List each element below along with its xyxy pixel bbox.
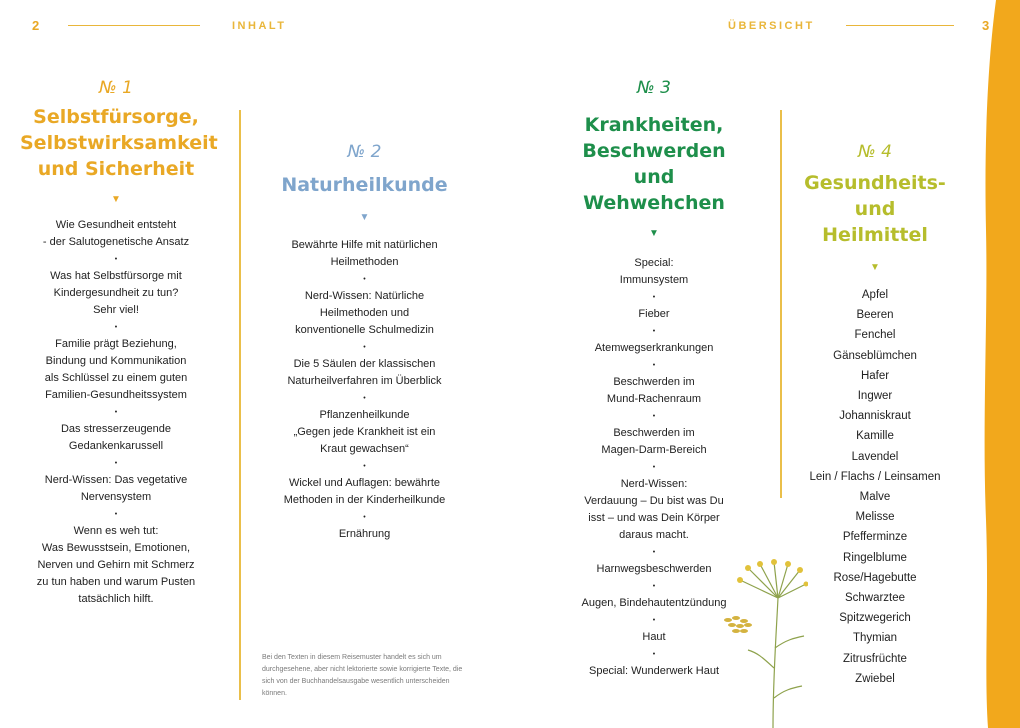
bullet-separator-icon: • (652, 617, 656, 624)
list-item: Haut (642, 631, 666, 643)
list-item: Pfefferminze (842, 531, 908, 544)
list-item: Special: Immunsystem (619, 257, 689, 286)
section-4 (800, 142, 950, 689)
list-item: Wickel und Auflagen: bewährte Methoden in der Kinderheilkunde (283, 477, 446, 506)
list-item: Das stresserzeugende Gedankenkarussell (60, 423, 172, 452)
list-item: Bewährte Hilfe mit natürlichen Heilmethoden (291, 239, 438, 268)
bullet-separator-icon: • (114, 460, 118, 467)
section-2 (262, 142, 467, 543)
list-item: Familie prägt Beziehung, Bindung und Kommunikation als Schlüssel zu einem guten Familien-Gesundheitssystem (44, 338, 188, 401)
list-item: Ernährung (338, 528, 391, 540)
list-item: Fenchel (854, 329, 896, 342)
bullet-separator-icon: • (652, 549, 656, 556)
list-item: Nerd-Wissen: Natürliche Heilmethoden und konventionelle Schulmedizin (295, 290, 434, 336)
list-item: Hafer (860, 369, 890, 382)
list-item: Zitrusfrüchte (843, 652, 907, 665)
bullet-separator-icon: • (114, 409, 118, 416)
down-arrow-icon: ▼ (649, 228, 659, 239)
fennel-illustration-icon (718, 558, 808, 728)
list-item: Wenn es weh tut: Was Bewusstsein, Emotionen, Nerven und Gehirn mit Schmerz zu tun haben und warum Pusten tatsächlich hilft. (36, 525, 196, 605)
bullet-separator-icon: • (652, 464, 656, 471)
bullet-separator-icon: • (363, 276, 366, 283)
list-item: Apfel (861, 289, 889, 301)
list-item: Was hat Selbstfürsorge mit Kindergesundheit zu tun? Sehr viel! (50, 270, 182, 316)
section-1 (20, 78, 218, 608)
section-number: № 3 (637, 78, 671, 98)
column-divider-right (780, 110, 782, 498)
list-item: Rose/Hagebutte (833, 571, 917, 584)
list-item: Lein / Flachs / Leinsamen (809, 470, 941, 483)
list-item: Special: Wunderwerk Haut (588, 665, 720, 677)
list-item: Thymian (852, 632, 898, 645)
bullet-separator-icon: • (652, 362, 656, 369)
down-arrow-icon: ▼ (359, 212, 370, 223)
list-item: Johanniskraut (839, 410, 911, 423)
section-number: № 2 (347, 142, 382, 162)
bullet-separator-icon: • (652, 294, 656, 301)
section-title: Gesundheits- und Heilmittel (804, 172, 946, 246)
bullet-separator-icon: • (363, 395, 366, 402)
list-item: Ringelblume (843, 551, 907, 564)
bullet-separator-icon: • (363, 514, 366, 521)
section-title: Krankheiten, Beschwerden und Wehwehchen (582, 114, 726, 214)
list-item: Beschwerden im Mund-Rachenraum (606, 376, 702, 405)
section-title: Naturheilkunde (281, 174, 448, 196)
section-number: № 4 (858, 142, 892, 162)
section-number: № 1 (99, 78, 133, 98)
right-page-number: 3 (982, 18, 990, 33)
down-arrow-icon: ▼ (111, 194, 121, 205)
list-item: Lavendel (851, 450, 899, 463)
column-divider-left (239, 110, 241, 700)
list-item: Ingwer (857, 390, 893, 403)
list-item: Kamille (856, 430, 894, 443)
left-running-head: INHALT (232, 20, 287, 32)
bullet-separator-icon: • (114, 324, 118, 331)
list-item: Malve (859, 491, 891, 504)
left-header-rule (68, 25, 200, 26)
bullet-separator-icon: • (652, 328, 656, 335)
list-item: Zwiebel (855, 672, 895, 685)
list-item: Gänseblümchen (833, 349, 917, 362)
footnote: Bei den Texten in diesem Reisemuster handelt es sich um durchgesehene, aber nicht lektorierte sowie korrigierte Texte, die sich von der Buchhandelsausgabe wesentlich unterscheiden können. (262, 654, 463, 697)
list-item: Wie Gesundheit entsteht - der Salutogenetische Ansatz (42, 219, 190, 248)
bullet-separator-icon: • (114, 511, 118, 518)
list-item: Beschwerden im Magen-Darm-Bereich (601, 427, 707, 456)
right-running-head: ÜBERSICHT (728, 20, 815, 32)
list-item: Nerd-Wissen: Das vegetative Nervensystem (44, 474, 188, 503)
bullet-separator-icon: • (363, 344, 366, 351)
right-header-rule (846, 25, 954, 26)
bullet-separator-icon: • (652, 651, 656, 658)
section-list (20, 217, 212, 608)
list-item: Beeren (856, 309, 894, 322)
section-list (800, 285, 950, 689)
list-item: Augen, Bindehautentzündung (581, 597, 727, 609)
list-item: Spitzwegerich (839, 612, 911, 625)
orange-edge-decoration (980, 0, 1020, 728)
bullet-separator-icon: • (652, 413, 656, 420)
bullet-separator-icon: • (363, 463, 366, 470)
list-item: Schwarztee (844, 592, 906, 605)
list-item: Harnwegsbeschwerden (596, 563, 712, 575)
bullet-separator-icon: • (114, 256, 118, 263)
down-arrow-icon: ▼ (870, 262, 880, 273)
list-item: Fieber (638, 308, 670, 320)
left-page-number: 2 (32, 18, 40, 33)
list-item: Melisse (855, 511, 895, 524)
list-item: Die 5 Säulen der klassischen Naturheilverfahren im Überblick (287, 358, 442, 387)
list-item: Pflanzenheilkunde „Gegen jede Krankheit ist ein Kraut gewachsen“ (293, 409, 436, 455)
list-item: Atemwegserkrankungen (594, 342, 714, 354)
list-item: Nerd-Wissen: Verdauung – Du bist was Du isst – und was Dein Körper daraus macht. (584, 478, 724, 541)
section-title: Selbstfürsorge, Selbstwirksamkeit und Sicherheit (20, 106, 218, 180)
section-list (262, 237, 467, 543)
bullet-separator-icon: • (652, 583, 656, 590)
